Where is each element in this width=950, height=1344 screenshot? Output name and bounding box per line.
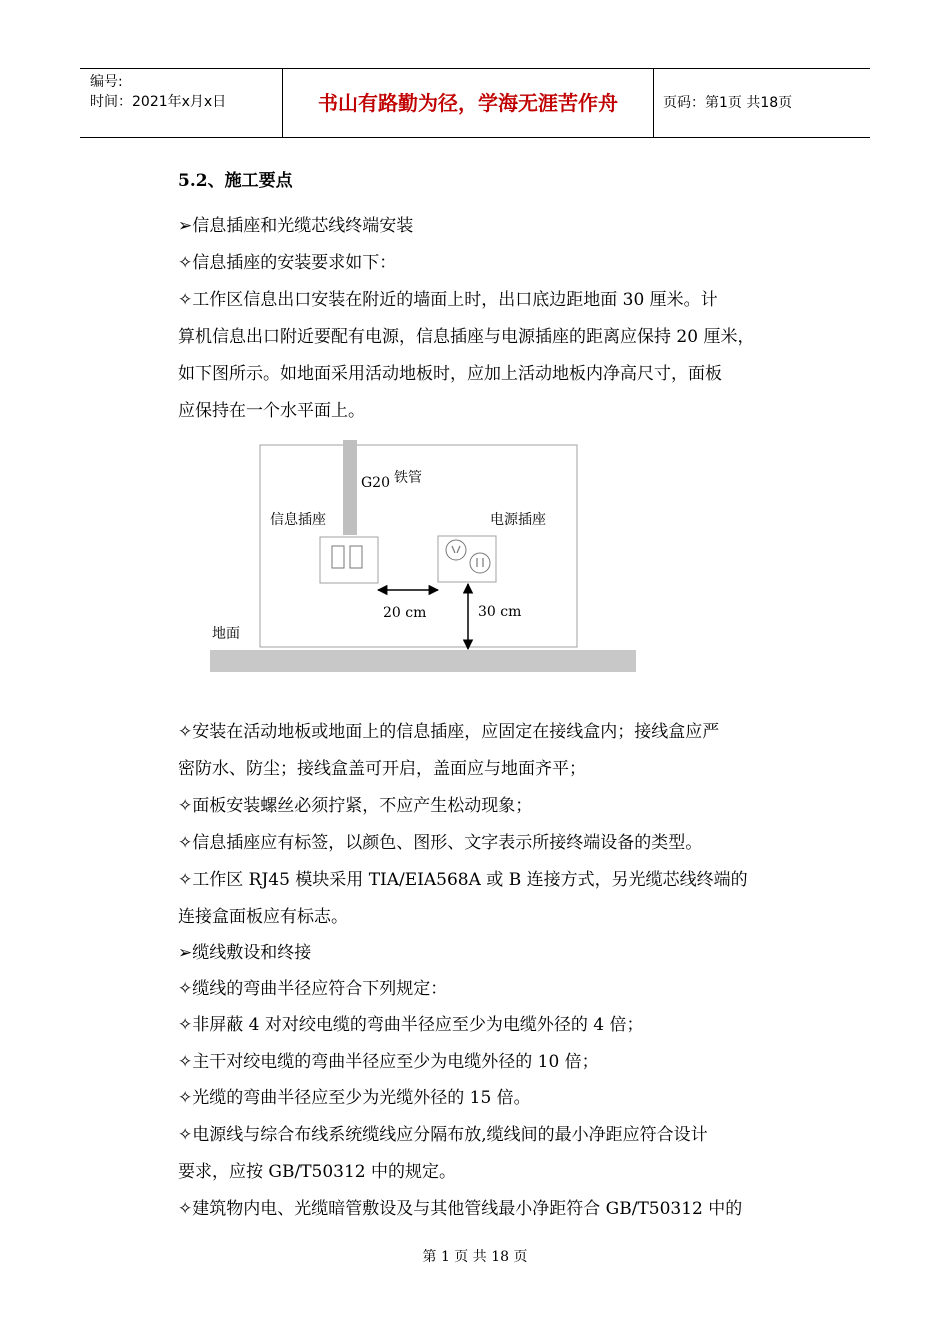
header-meta <box>80 69 282 137</box>
text-line: ✧非屏蔽 4 对对绞电缆的弯曲半径应至少为电缆外径的 4 倍； <box>178 1015 644 1035</box>
pipe-material-label: 铁管 <box>394 470 422 486</box>
socket-installation-diagram <box>208 440 638 676</box>
text-line: ✧面板安装螺丝必须拧紧，不应产生松动现象； <box>178 796 533 816</box>
text-line: 密防水、防尘；接线盒盖可开启，盖面应与地面齐平； <box>178 759 586 779</box>
text-line: 连接盒面板应有标志。 <box>178 907 348 927</box>
text-line: ✧缆线的弯曲半径应符合下列规定： <box>178 979 448 999</box>
text-line: ✧光缆的弯曲半径应至少为光缆外径的 15 倍。 <box>178 1088 531 1108</box>
text-line: 如下图所示。如地面采用活动地板时，应加上活动地板内净高尺寸，面板 <box>178 364 722 384</box>
distance-h-label: 20 cm <box>383 605 427 621</box>
text-line: ➢缆线敷设和终接 <box>178 943 312 963</box>
text-line: ➢信息插座和光缆芯线终端安装 <box>178 216 414 236</box>
text-line: ✧安装在活动地板或地面上的信息插座，应固定在接线盒内；接线盒应严 <box>178 722 720 742</box>
floor-bar <box>210 650 636 672</box>
section-title: 5.2、施工要点 <box>178 171 293 191</box>
info-socket <box>320 537 378 583</box>
text-line: 算机信息出口附近要配有电源，信息插座与电源插座的距离应保持 20 厘米， <box>178 327 755 347</box>
document-time: 时间：2021年x月x日 <box>90 94 227 110</box>
text-line: ✧主干对绞电缆的弯曲半径应至少为电缆外径的 10 倍； <box>178 1052 599 1072</box>
header-motto: 书山有路勤为径，学海无涯苦作舟 <box>282 69 654 137</box>
page-footer: 第 1 页 共 18 页 <box>422 1249 528 1265</box>
header-page-info: 页码：第1页 共18页 <box>663 95 793 111</box>
power-socket-label: 电源插座 <box>490 512 546 528</box>
text-line: 应保持在一个水平面上。 <box>178 401 365 421</box>
text-line: 要求，应按 GB/T50312 中的规定。 <box>178 1162 457 1182</box>
text-line: ✧电源线与综合布线系统缆线应分隔布放,缆线间的最小净距应符合设计 <box>178 1125 708 1145</box>
text-line: ✧信息插座应有标签，以颜色、图形、文字表示所接终端设备的类型。 <box>178 833 703 853</box>
info-socket-label: 信息插座 <box>270 512 326 528</box>
iron-pipe <box>343 440 357 535</box>
text-line: ✧工作区信息出口安装在附近的墙面上时，出口底边距地面 30 厘米。计 <box>178 290 718 310</box>
text-line: ✧工作区 RJ45 模块采用 TIA/EIA568A 或 B 连接方式，另光缆芯线终端的 <box>178 870 748 890</box>
text-line: ✧建筑物内电、光缆暗管敷设及与其他管线最小净距符合 GB/T50312 中的 <box>178 1199 743 1219</box>
distance-v-label: 30 cm <box>478 604 522 620</box>
document-number: 编号: <box>90 74 123 90</box>
pipe-label: G20 <box>361 475 390 491</box>
text-line: ✧信息插座的安装要求如下： <box>178 253 397 273</box>
page-header <box>80 68 870 138</box>
diagram-drawing <box>208 440 638 676</box>
floor-label: 地面 <box>212 626 240 642</box>
